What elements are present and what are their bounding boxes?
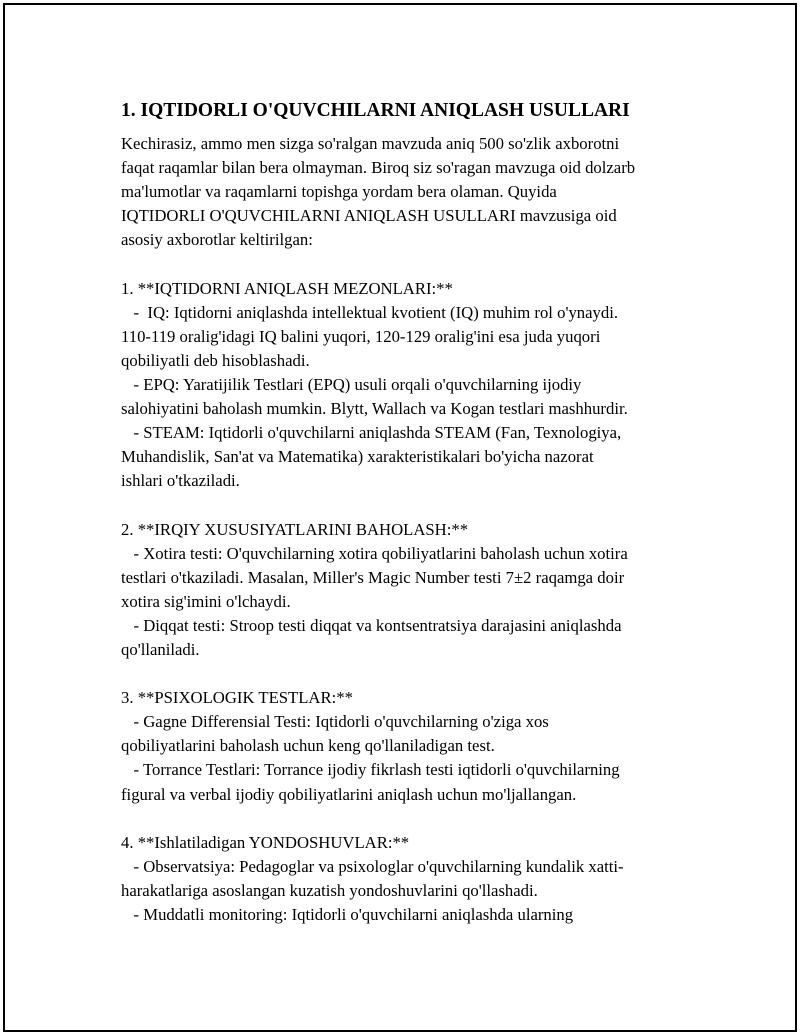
text-line: testlari o'tkaziladi. Masalan, Miller's Magic Number testi 7±2 raqamga doir (121, 567, 625, 587)
text-line: 2. **IRQIY XUSUSIYATLARINI BAHOLASH:** (121, 519, 469, 539)
text-line: Muhandislik, San'at va Matematika) xarakteristikalari bo'yicha nazorat (121, 447, 594, 467)
text-line: - Gagne Differensial Testi: Iqtidorli o'quvchilarning o'ziga xos (121, 712, 549, 732)
text-line: qobiliyatlarini baholash uchun keng qo'llaniladigan test. (121, 736, 495, 756)
blank-line (121, 493, 721, 517)
blank-line (121, 252, 721, 276)
page-frame (3, 3, 797, 1032)
text-line: - Torrance Testlari: Torrance ijodiy fikrlash testi iqtidorli o'quvchilarning (121, 760, 620, 780)
text-line: IQTIDORLI O'QUVCHILARNI ANIQLASH USULLARI mavzusiga oid (121, 206, 617, 226)
text-line: faqat raqamlar bilan bera olmayman. Biroq siz so'ragan mavzuga oid dolzarb (121, 158, 636, 178)
text-line: xotira sig'imini o'lchaydi. (121, 591, 291, 611)
blank-line (121, 662, 721, 686)
text-line: Kechirasiz, ammo men sizga so'ralgan mavzuda aniq 500 so'zlik axborotni (121, 134, 620, 153)
text-line: qobiliyatli deb hisoblashadi. (121, 350, 310, 370)
text-line: - IQ: Iqtidorni aniqlashda intellektual kvotient (IQ) muhim rol o'ynaydi. (121, 302, 619, 322)
text-line: - STEAM: Iqtidorli o'quvchilarni aniqlashda STEAM (Fan, Texnologiya, (121, 423, 622, 443)
text-line: - EPQ: Yaratijilik Testlari (EPQ) usuli orqali o'quvchilarning ijodiy (121, 374, 582, 394)
text-line: - Muddatli monitoring: Iqtidorli o'quvchilarni aniqlashda ularning (121, 905, 574, 924)
text-line: harakatlariga asoslangan kuzatish yondoshuvlarini qo'llashadi. (121, 880, 538, 900)
text-line: 1. **IQTIDORNI ANIQLASH MEZONLARI:** (121, 278, 453, 298)
text-line: 110-119 oralig'idagi IQ balini yuqori, 120-129 oralig'ini esa juda yuqori (121, 326, 601, 346)
text-line: salohiyatini baholash mumkin. Blytt, Wallach va Kogan testlari mashhurdir. (121, 399, 628, 419)
text-line: - Xotira testi: O'quvchilarning xotira qobiliyatlarini baholash uchun xotira (121, 543, 628, 563)
text-line: 4. **Ishlatiladigan YONDOSHUVLAR:** (121, 832, 410, 852)
text-line: 3. **PSIXOLOGIK TESTLAR:** (121, 688, 353, 708)
text-line: asosiy axborotlar keltirilgan: (121, 230, 313, 250)
document-body (121, 132, 721, 927)
text-line: - Diqqat testi: Stroop testi diqqat va kontsentratsiya darajasini aniqlashda (121, 615, 622, 635)
text-line: figural va verbal ijodiy qobiliyatlarini aniqlash uchun mo'ljallangan. (121, 784, 577, 804)
document-content (121, 98, 721, 927)
text-line: - Observatsiya: Pedagoglar va psixologlar o'quvchilarning kundalik xatti- (121, 856, 624, 876)
text-line: ma'lumotlar va raqamlarni topishga yordam bera olaman. Quyida (121, 182, 557, 202)
text-line: qo'llaniladi. (121, 639, 200, 659)
document-title: 1. IQTIDORLI O'QUVCHILARNI ANIQLASH USULLARI (121, 100, 630, 121)
text-line: ishlari o'tkaziladi. (121, 471, 240, 491)
blank-line (121, 807, 721, 831)
